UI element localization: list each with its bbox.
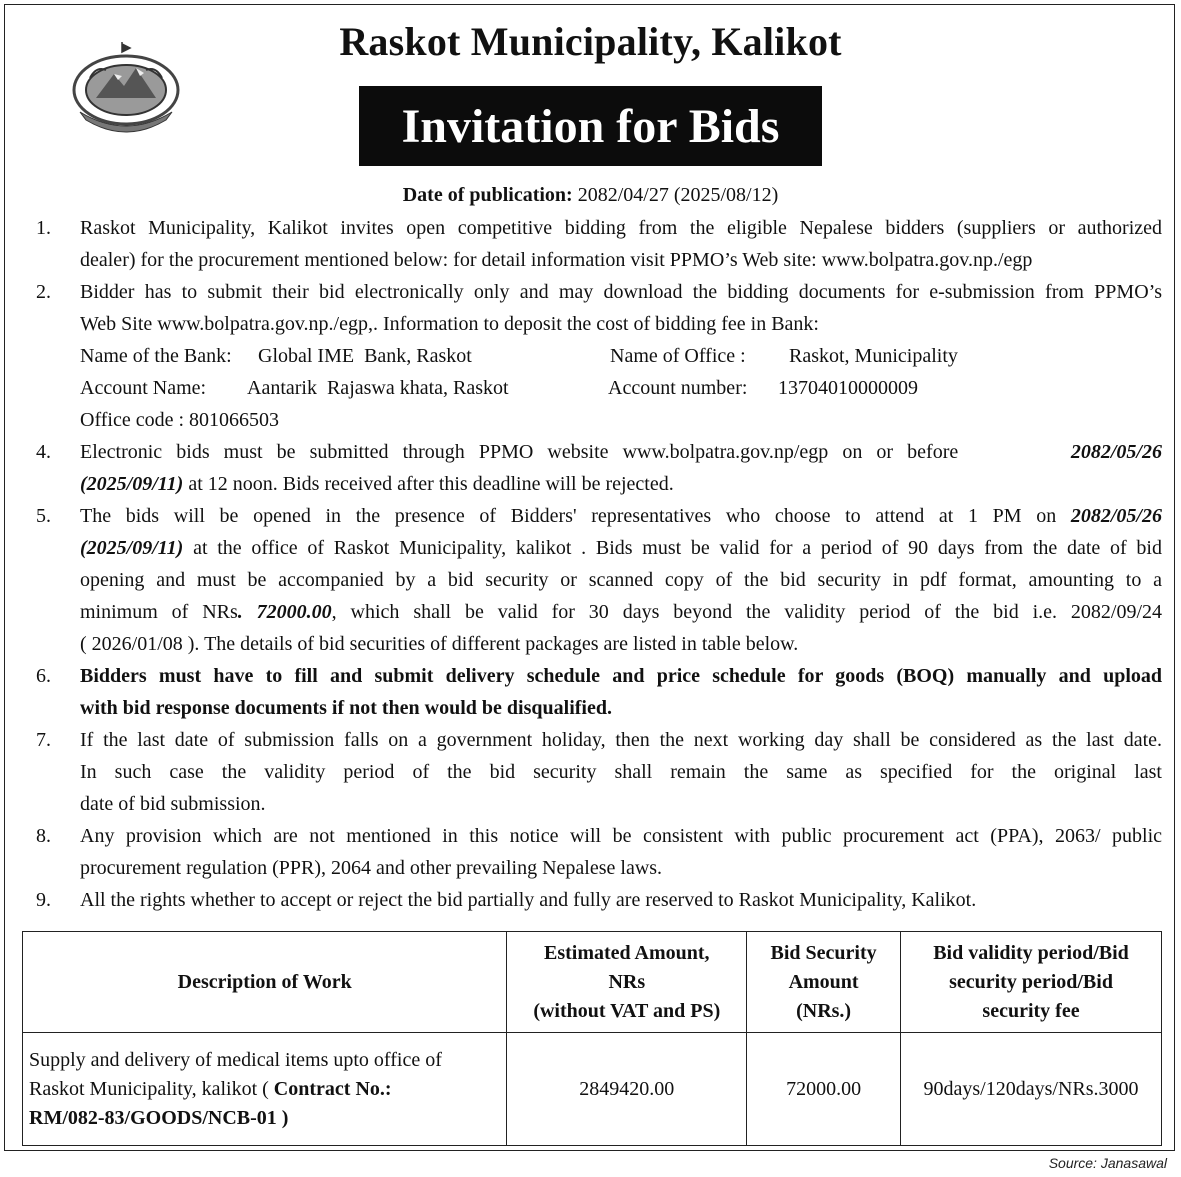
cell-bid-security: 72000.00 [747,1033,901,1146]
notice-item-5 [36,500,1162,660]
header-bid-security: Bid Security Amount (NRs.) [747,932,901,1033]
notice-item-8 [36,820,1162,884]
header-description: Description of Work [23,932,507,1033]
item-number: 2. [36,281,51,303]
deadline-date-ad: (2025/09/11) [80,473,184,495]
bank-name-label: Name of the Bank: [80,345,232,367]
item-text: Electronic bids must be submitted through PPMO website www.bolpatra.gov.np/egp on or before [80,441,959,463]
item-line: Bidders must have to fill and submit delivery schedule and price schedule for goods (BOQ) manually and upload [80,665,1162,687]
notice-item-7 [36,724,1162,820]
deadline-date: 2082/05/26 [1070,441,1162,463]
item-number: 8. [36,825,51,847]
opening-date-ad: (2025/09/11) [80,537,184,559]
item-line: Bidder has to submit their bid electronically only and may download the bidding documents for e-submission from PPMO’s [80,281,1162,303]
item-number: 4. [36,441,51,463]
municipality-title: Raskot Municipality, Kalikot [339,19,842,64]
account-name-label: Account Name: [80,377,207,399]
item-line: If the last date of submission falls on a government holiday, then the next working day shall be considered as the last date. [80,729,1162,751]
account-details-row [80,372,1162,404]
publication-date [0,184,1181,207]
account-name-value: Aantarik Rajaswa khata, Raskot [247,377,509,399]
notice-item-4 [36,436,1162,500]
item-line: dealer) for the procurement mentioned below: for detail information visit PPMO’s Web site: www.bolpatra.gov.np./egp [80,249,1033,271]
office-name-value: Raskot, Municipality [789,345,958,367]
invitation-banner: Invitation for Bids [359,86,822,166]
item-line: procurement regulation (PPR), 2064 and other prevailing Nepalese laws. [80,857,663,879]
bid-security-amount: . 72000.00 [237,601,332,623]
cell-description: Supply and delivery of medical items upto office of Raskot Municipality, kalikot ( Contract No.: RM/082-83/GOODS/NCB-01 ) [23,1033,507,1146]
item-line [80,596,1162,628]
item-line: All the rights whether to accept or reject the bid partially and fully are reserved to Raskot Municipality, Kalikot. [80,889,977,911]
bank-details-row [80,340,1162,372]
notice-item-9 [36,884,1162,916]
item-number: 1. [36,217,51,239]
item-line: date of bid submission. [80,793,266,815]
table-header-row [23,932,1162,1033]
account-number-value: 13704010000009 [778,377,918,399]
item-number: 6. [36,665,51,687]
item-line: In such case the validity period of the bid security shall remain the same as specified for the original last [80,761,1162,783]
item-line: Raskot Municipality, Kalikot invites open competitive bidding from the eligible Nepalese bidders (suppliers or authorized [80,217,1162,239]
item-line [80,500,1162,532]
table-row [23,1033,1162,1146]
bid-details-table [22,931,1162,1146]
item-line: opening and must be accompanied by a bid security or scanned copy of the bid security in pdf format, amounting to a [80,569,1162,591]
notice-item-2 [36,276,1162,436]
header-validity: Bid validity period/Bid security period/Bid security fee [901,932,1162,1033]
office-code: Office code : 801066503 [80,409,280,431]
item-text: at the office of Raskot Municipality, kalikot . Bids must be valid for a period of 90 days from the date of bid [183,537,1162,559]
item-line: Any provision which are not mentioned in this notice will be consistent with public procurement act (PPA), 2063/ public [80,825,1162,847]
item-text: The bids will be opened in the presence of Bidders' representatives who choose to attend at 1 PM on [80,505,1071,527]
item-number: 5. [36,505,51,527]
item-number: 9. [36,889,51,911]
bank-name-value: Global IME Bank, Raskot [258,345,472,367]
item-text: , which shall be valid for 30 days beyond the validity period of the bid i.e. 2082/09/24 [331,601,1163,623]
item-line: Web Site www.bolpatra.gov.np./egp,. Information to deposit the cost of bidding fee in Bank: [80,313,819,335]
cell-validity: 90days/120days/NRs.3000 [901,1033,1162,1146]
item-line [80,436,1162,468]
notice-item-1 [36,212,1162,276]
publication-date-value: 2082/04/27 (2025/08/12) [577,184,779,206]
item-line [80,532,1162,564]
item-text: at 12 noon. Bids received after this deadline will be rejected. [183,473,674,495]
office-name-label: Name of Office : [610,345,746,367]
header-estimated-amount: Estimated Amount, NRs (without VAT and PS) [507,932,747,1033]
publication-date-label: Date of publication: [402,184,573,206]
opening-date: 2082/05/26 [1070,505,1162,527]
item-line: ( 2026/01/08 ). The details of bid securities of different packages are listed in table below. [80,633,799,655]
source-credit: Source: Janasawal [1048,1155,1167,1171]
cell-estimated-amount: 2849420.00 [507,1033,747,1146]
item-text: minimum of NRs [80,601,238,623]
item-line: with bid response documents if not then would be disqualified. [80,697,612,719]
item-line [80,468,1162,500]
notice-item-6 [36,660,1162,724]
item-number: 7. [36,729,51,751]
account-number-label: Account number: [608,377,748,399]
